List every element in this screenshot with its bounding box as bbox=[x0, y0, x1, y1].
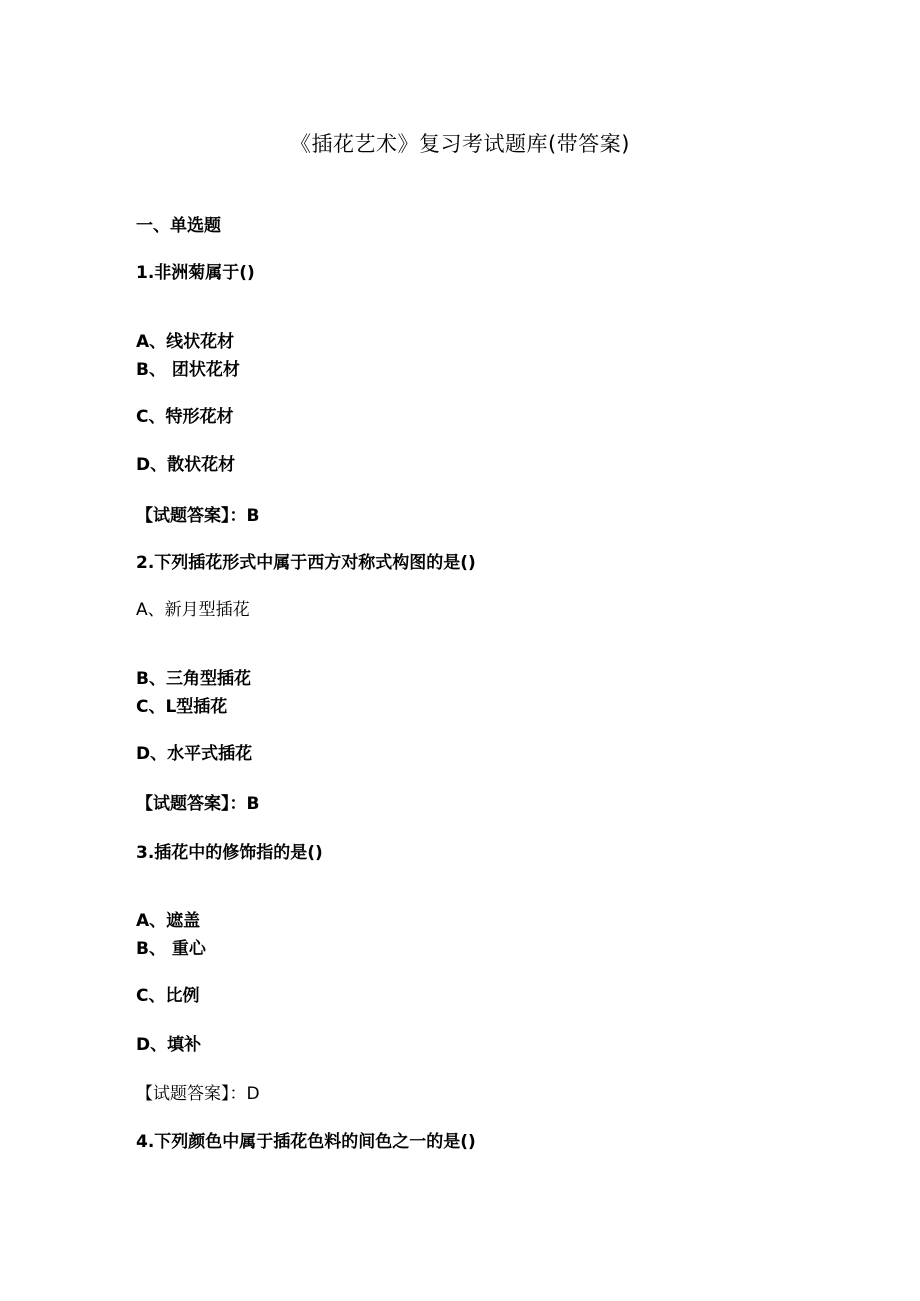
question-1-option-d: D、散状花材 bbox=[136, 455, 236, 475]
question-1-stem: 1.非洲菊属于() bbox=[136, 263, 255, 283]
question-3-option-d: D、填补 bbox=[136, 1035, 202, 1055]
section-heading: 一、单选题 bbox=[136, 216, 221, 236]
question-4-stem: 4.下列颜色中属于插花色料的间色之一的是() bbox=[136, 1132, 476, 1152]
question-2-stem: 2.下列插花形式中属于西方对称式构图的是() bbox=[136, 553, 476, 573]
question-3-stem: 3.插花中的修饰指的是() bbox=[136, 843, 323, 863]
question-2-option-d: D、水平式插花 bbox=[136, 744, 253, 764]
question-3-option-c: C、比例 bbox=[136, 986, 200, 1006]
question-2-option-b: B、三角型插花 bbox=[136, 669, 251, 689]
question-1-option-a: A、线状花材 bbox=[136, 332, 235, 352]
question-3-option-b: B、 重心 bbox=[136, 939, 206, 959]
question-2-answer: 【试题答案】：B bbox=[136, 794, 260, 814]
question-1-answer: 【试题答案】：B bbox=[136, 506, 260, 526]
question-2-option-a: A、新月型插花 bbox=[136, 600, 250, 620]
question-2-option-c: C、L型插花 bbox=[136, 697, 228, 717]
question-3-option-a: A、遮盖 bbox=[136, 911, 201, 931]
question-1-option-b: B、 团状花材 bbox=[136, 360, 240, 380]
question-3-answer: 【试题答案】：D bbox=[136, 1084, 260, 1104]
document-title: 《插花艺术》复习考试题库(带答案) bbox=[290, 132, 630, 156]
question-1-option-c: C、特形花材 bbox=[136, 407, 234, 427]
